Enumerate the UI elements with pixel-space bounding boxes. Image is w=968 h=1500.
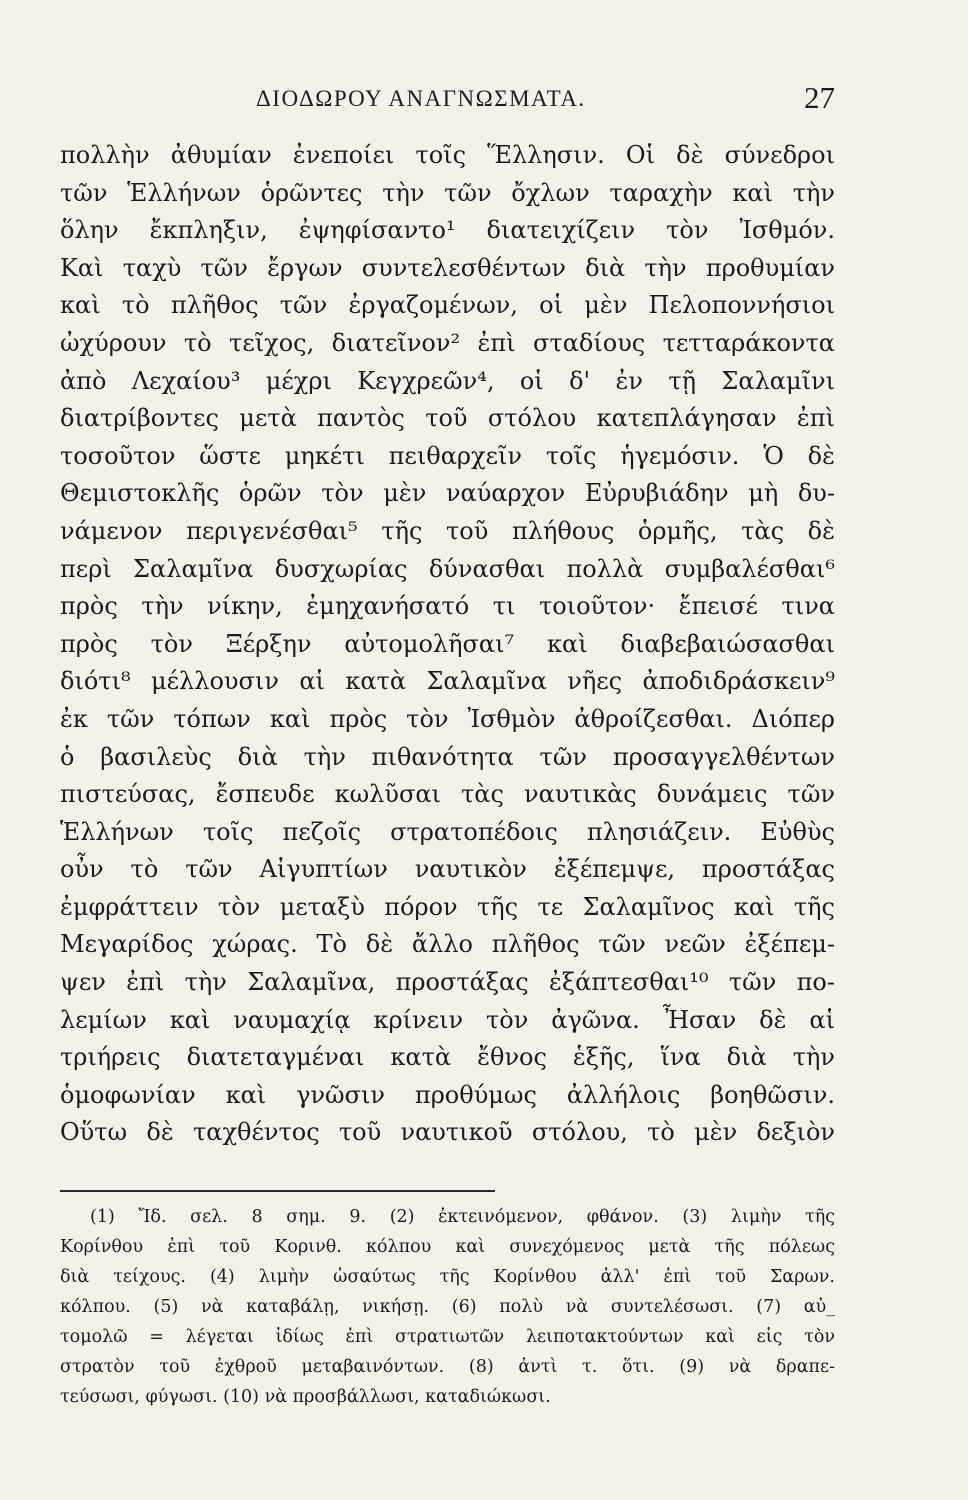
footnote-line: τομολῶ = λέγεται ἰδίως ἐπὶ στρατιωτῶν λειποτακτούντων καὶ εἰς τὸν	[60, 1327, 835, 1347]
text-line: πρὸς τὴν νίκην, ἐμηχανήσατό τι τοιοῦτον· ἔπεισέ τινα	[60, 592, 835, 621]
text-line: διατρίβοντες μετὰ παντὸς τοῦ στόλου κατεπλάγησαν ἐπὶ	[60, 404, 835, 433]
text-line: πιστεύσας, ἔσπευδε κωλῦσαι τὰς ναυτικὰς δυνάμεις τῶν	[60, 780, 835, 809]
text-line: καὶ τὸ πλῆθος τῶν ἐργαζομένων, οἱ μὲν Πελοποννήσιοι	[60, 291, 835, 320]
text-line: ἐκ τῶν τόπων καὶ πρὸς τὸν Ἰσθμὸν ἀθροίζεσθαι. Διόπερ	[60, 704, 835, 733]
text-line: ὁμοφωνίαν καὶ γνῶσιν προθύμως ἀλλήλοις βοηθῶσιν.	[60, 1080, 835, 1109]
footnotes	[60, 1202, 835, 1412]
footnote-line: τεύσωσι, φύγωσι. (10) νὰ προσβάλλωσι, καταδιώκωσι.	[60, 1387, 551, 1407]
text-line: οὖν τὸ τῶν Αἰγυπτίων ναυτικὸν ἐξέπεμψε, προστάξας	[60, 855, 835, 884]
page-number: 27	[804, 80, 835, 115]
text-line: Ἑλλήνων τοῖς πεζοῖς στρατοπέδοις πλησιάζειν. Εὐθὺς	[60, 817, 835, 846]
footnote-line: διὰ τείχους. (4) λιμὴν ὡσαύτως τῆς Κορίνθου ἀλλ' ἐπὶ τοῦ Σαρων.	[60, 1267, 835, 1287]
text-line: ψεν ἐπὶ τὴν Σαλαμῖνα, προστάξας ἐξάπτεσθαι¹⁰ τῶν πο-	[60, 968, 835, 997]
page-header	[60, 80, 835, 122]
text-line: Μεγαρίδος χώρας. Τὸ δὲ ἄλλο πλῆθος τῶν νεῶν ἐξέπεμ-	[60, 930, 835, 959]
text-line: λεμίων καὶ ναυμαχίᾳ κρίνειν τὸν ἀγῶνα. Ἦσαν δὲ αἱ	[60, 1005, 835, 1034]
text-line: πρὸς τὸν Ξέρξην αὐτομολῆσαι⁷ καὶ διαβεβαιώσασθαι	[60, 629, 835, 658]
text-line: νάμενον περιγενέσθαι⁵ τῆς τοῦ πλήθους ὁρμῆς, τὰς δὲ	[60, 516, 835, 545]
text-line: ἀπὸ Λεχαίου³ μέχρι Κεγχρεῶν⁴, οἱ δ' ἐν τῇ Σαλαμῖνι	[60, 366, 835, 395]
text-line: ὅλην ἔκπληξιν, ἐψηφίσαντο¹ διατειχίζειν τὸν Ἰσθμόν.	[60, 216, 835, 245]
footnote-line: κόλπου. (5) νὰ καταβάλῃ, νικήσῃ. (6) πολὺ νὰ συντελέσωσι. (7) αὐ_	[60, 1297, 835, 1317]
text-line: ἐμφράττειν τὸν μεταξὺ πόρον τῆς τε Σαλαμῖνος καὶ τῆς	[60, 892, 835, 921]
text-line: Θεμιστοκλῆς ὁρῶν τὸν μὲν ναύαρχον Εὐρυβιάδην μὴ δυ-	[60, 479, 835, 508]
body-text	[60, 137, 835, 1152]
text-line: ὁ βασιλεὺς διὰ τὴν πιθανότητα τῶν προσαγγελθέντων	[60, 742, 835, 771]
text-line: τοσοῦτον ὥστε μηκέτι πειθαρχεῖν τοῖς ἡγεμόσιν. Ὁ δὲ	[60, 441, 835, 470]
text-line: πολλὴν ἀθυμίαν ἐνεποίει τοῖς Ἕλλησιν. Οἱ δὲ σύνεδροι	[60, 141, 835, 169]
text-line: τῶν Ἑλλήνων ὁρῶντες τὴν τῶν ὄχλων ταραχὴν καὶ τὴν	[60, 178, 835, 207]
text-line: Καὶ ταχὺ τῶν ἔργων συντελεσθέντων διὰ τὴν προθυμίαν	[60, 253, 835, 282]
footnote-divider	[60, 1190, 495, 1192]
text-line: Οὕτω δὲ ταχθέντος τοῦ ναυτικοῦ στόλου, τὸ μὲν δεξιὸν	[60, 1118, 835, 1147]
footnote-line: στρατὸν τοῦ ἐχθροῦ μεταβαινόντων. (8) ἀντὶ τ. ὅτι. (9) νὰ δραπε-	[60, 1357, 835, 1377]
text-line: διότι⁸ μέλλουσιν αἱ κατὰ Σαλαμῖνα νῆες ἀποδιδράσκειν⁹	[60, 667, 835, 696]
text-line: περὶ Σαλαμῖνα δυσχωρίας δύνασθαι πολλὰ συμβαλέσθαι⁶	[60, 554, 835, 583]
footnote-line: (1) Ἴδ. σελ. 8 σημ. 9. (2) ἐκτεινόμενον, φθάνον. (3) λιμὴν τῆς	[90, 1207, 835, 1227]
text-line: ὠχύρουν τὸ τεῖχος, διατεῖνον² ἐπὶ σταδίους τετταράκοντα	[60, 328, 835, 357]
text-line: τριήρεις διατεταγμέναι κατὰ ἔθνος ἑξῆς, ἵνα διὰ τὴν	[60, 1043, 835, 1072]
running-head: ΔΙΟΔΩΡΟΥ ΑΝΑΓΝΩΣΜΑΤΑ.	[256, 86, 586, 111]
footnote-line: Κορίνθου ἐπὶ τοῦ Κορινθ. κόλπου καὶ συνεχόμενος μετὰ τῆς πόλεως	[60, 1237, 835, 1257]
